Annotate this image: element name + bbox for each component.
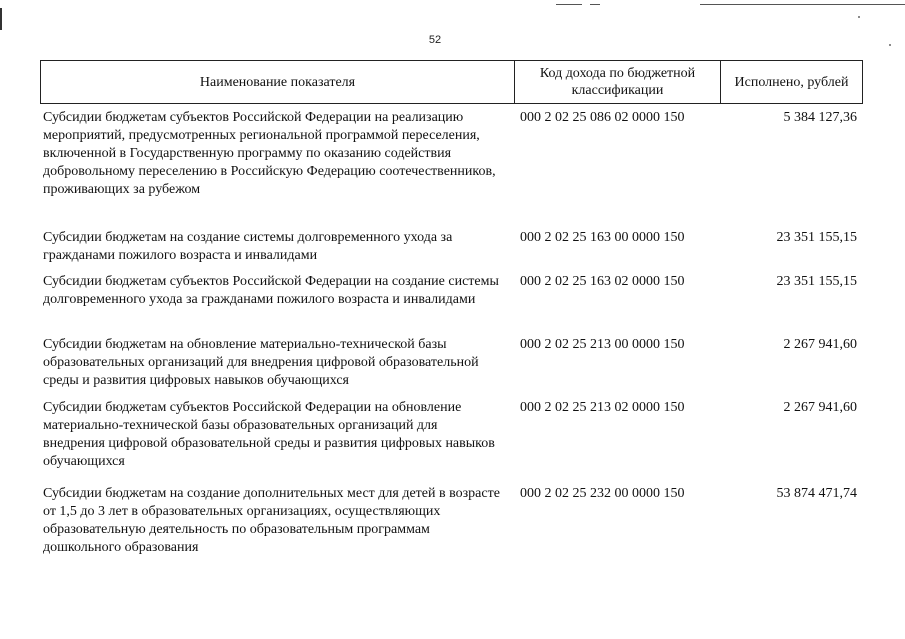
scan-line — [556, 4, 582, 5]
row-name: Субсидии бюджетам субъектов Российской Федерации на обновление материально-технической базы образовательных организаций для внедрения цифровой образовательной среды и развития цифровых навыков обучающихся — [43, 400, 495, 469]
scan-edge-mark — [0, 8, 2, 30]
row-name: Субсидии бюджетам на обновление материально-технической базы образовательных организаций для внедрения цифровой образовательной среды и развития цифровых навыков обучающихся — [43, 337, 479, 388]
row-name: Субсидии бюджетам на создание дополнительных мест для детей в возрасте от 1,5 до 3 лет в образовательных организациях, осуществляющих образовательную деятельность по образовательным программам дошкольного образования — [43, 486, 500, 555]
table-row — [40, 109, 863, 229]
row-name: Субсидии бюджетам на создание системы долговременного ухода за гражданами пожилого возраста и инвалидами — [43, 230, 453, 263]
row-code: 000 2 02 25 086 02 0000 150 — [520, 110, 685, 125]
scan-speck — [858, 16, 860, 18]
row-code: 000 2 02 25 163 02 0000 150 — [520, 274, 685, 289]
scan-line — [590, 4, 600, 5]
row-executed: 5 384 127,36 — [783, 110, 857, 125]
row-code: 000 2 02 25 232 00 0000 150 — [520, 486, 685, 501]
row-code: 000 2 02 25 213 02 0000 150 — [520, 400, 685, 415]
row-executed: 2 267 941,60 — [783, 337, 857, 352]
row-executed: 23 351 155,15 — [776, 230, 857, 245]
row-executed: 23 351 155,15 — [776, 274, 857, 289]
scan-speck — [889, 44, 891, 46]
table-row — [40, 485, 863, 565]
row-code: 000 2 02 25 213 00 0000 150 — [520, 337, 685, 352]
row-name: Субсидии бюджетам субъектов Российской Федерации на создание системы долговременного ухода за гражданами пожилого возраста и инвалидами — [43, 274, 499, 307]
page-number: 52 — [428, 34, 442, 46]
header-name: Наименование показателя — [41, 61, 515, 103]
row-name: Субсидии бюджетам субъектов Российской Федерации на реализацию мероприятий, предусмотренных региональной программой переселения, включенной в Государственную программу по оказанию содействия добровольному переселению в Российскую Федерацию соотечественников, проживающих за рубежом — [43, 110, 496, 197]
table-row — [40, 399, 863, 485]
table-header — [40, 60, 863, 104]
row-executed: 2 267 941,60 — [783, 400, 857, 415]
header-executed: Исполнено, рублей — [734, 74, 849, 90]
revenue-table — [40, 60, 863, 565]
table-row — [40, 229, 863, 273]
row-executed: 53 874 471,74 — [776, 486, 857, 501]
scan-line — [700, 4, 905, 5]
row-code: 000 2 02 25 163 00 0000 150 — [520, 230, 685, 245]
table-row — [40, 336, 863, 399]
table-row — [40, 273, 863, 336]
header-code: Код дохода по бюджетной классификации — [515, 61, 721, 103]
